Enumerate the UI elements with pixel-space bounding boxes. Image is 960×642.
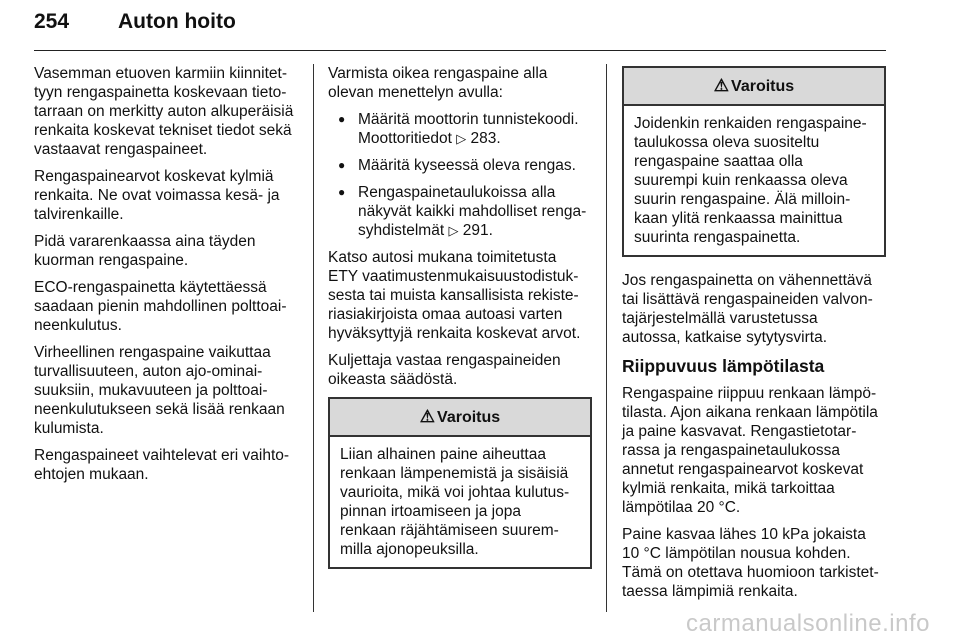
text-line: lämpötilaa 20 °C. — [622, 499, 741, 516]
text-line: rengaspaine saattaa olla — [634, 153, 803, 170]
column-divider — [606, 64, 607, 612]
text-line: taulukossa oleva suositeltu — [634, 134, 820, 151]
text-line: turvallisuuteen, auton ajo-ominai- — [34, 363, 263, 380]
text-line: Joidenkin renkaiden rengaspaine- — [634, 115, 867, 132]
text-line: Liian alhainen paine aiheuttaa — [340, 446, 546, 463]
text-line: pinnan irtoamiseen ja jopa — [340, 503, 521, 520]
text-line: milla ajonopeuksilla. — [340, 541, 479, 558]
text-line: suuksiin, mukavuuteen ja polttoai- — [34, 382, 268, 399]
paragraph — [34, 167, 304, 224]
column-right — [622, 64, 886, 609]
text-line: renkaita koskevat tekniset tiedot sekä — [34, 122, 292, 139]
page-reference[interactable]: 291. — [462, 222, 493, 239]
text-line: talvirenkaille. — [34, 206, 124, 223]
text-line: Pidä vararenkaassa aina täyden — [34, 233, 256, 250]
text-line: ja paine kasvavat. Rengastietotar- — [622, 423, 857, 440]
warning-box — [622, 66, 886, 257]
text-line: ● Määritä kyseessä oleva rengas. — [358, 157, 576, 174]
text-line: suurinta rengaspainetta. — [634, 229, 801, 246]
page-number: 254 — [34, 10, 70, 33]
text-line: riasiakirjoista omaa autoasi varten — [328, 306, 563, 323]
text-line: ETY vaatimustenmukaisuustodistuk- — [328, 268, 579, 285]
text-line: hyväksyttyjä renkaita koskevat arvot. — [328, 325, 581, 342]
watermark: carmanualsonline.info — [686, 610, 930, 637]
text-line: Kuljettaja vastaa rengaspaineiden — [328, 352, 561, 369]
text-line: tai lisättävä rengaspaineiden valvon- — [622, 291, 873, 308]
text-line: taessa lämpimiä renkaita. — [622, 583, 798, 600]
text-line: ● Määritä moottorin tunnistekoodi. — [358, 111, 579, 128]
text-line: oikeasta säädöstä. — [328, 371, 458, 388]
paragraph — [622, 271, 886, 347]
page-header — [34, 8, 886, 51]
paragraph — [328, 351, 592, 389]
list-item — [328, 110, 592, 148]
text-line: Paine kasvaa lähes 10 kPa jokaista — [622, 526, 866, 543]
text-line: kylmiä renkaita, mikä tarkoittaa — [622, 480, 835, 497]
text-line: vaurioita, mikä voi johtaa kulutus- — [340, 484, 570, 501]
text-line: annetut rengaspainearvot koskevat — [622, 461, 864, 478]
warning-title: Varoitus — [731, 78, 795, 95]
text-line: ECO-rengaspainetta käytettäessä — [34, 279, 267, 296]
text-line: renkaan lämpenemistä ja sisäisiä — [340, 465, 569, 482]
text-line: vastaavat rengaspaineet. — [34, 141, 208, 158]
page-reference-icon[interactable]: ▷ — [448, 223, 459, 238]
text-line: Tämä on otettava huomioon tarkistet- — [622, 564, 879, 581]
page-reference[interactable]: 283. — [470, 130, 501, 147]
text-line: saadaan pienin mahdollinen polttoai- — [34, 298, 287, 315]
text-line: sesta tai muista kansallisista rekiste- — [328, 287, 579, 304]
text-line: kuorman rengaspaine. — [34, 252, 189, 269]
text-line: renkaan räjähtämiseen suurem- — [340, 522, 559, 539]
text-line: suurempi kuin renkaassa oleva — [634, 172, 848, 189]
paragraph — [34, 232, 304, 270]
text-line: Rengaspainearvot koskevat kylmiä — [34, 168, 274, 185]
warning-box — [328, 397, 592, 569]
page-reference-icon[interactable]: ▷ — [456, 131, 467, 146]
paragraph — [34, 343, 304, 438]
text-line: Rengaspaine riippuu renkaan lämpö- — [622, 385, 877, 402]
warning-title: Varoitus — [437, 409, 501, 426]
paragraph — [34, 278, 304, 335]
text-line: tyyn rengaspainetta koskevaan tieto- — [34, 84, 287, 101]
text-line: tajärjestelmällä varustetussa — [622, 310, 818, 327]
text-line: ● Rengaspainetaulukoissa alla — [358, 184, 556, 201]
text-line: renkaita. Ne ovat voimassa kesä- ja — [34, 187, 280, 204]
text-line: suurin rengaspaine. Älä milloin- — [634, 191, 851, 208]
warning-header — [330, 399, 590, 437]
text-line: rassa ja rengaspainetaulukossa — [622, 442, 840, 459]
paragraph — [34, 446, 304, 484]
list-item — [328, 183, 592, 240]
text-line: ehtojen mukaan. — [34, 466, 149, 483]
paragraph — [622, 384, 886, 517]
text-line: Vasemman etuoven karmiin kiinnitet- — [34, 65, 287, 82]
paragraph — [328, 64, 592, 102]
text-line: Virheellinen rengaspaine vaikuttaa — [34, 344, 271, 361]
text-line: Varmista oikea rengaspaine alla — [328, 65, 548, 82]
section-heading: Riippuvuus lämpötilasta — [622, 356, 825, 376]
text-line: näkyvät kaikki mahdolliset renga- — [358, 203, 587, 220]
text-line: 10 °C lämpötilan nousua kohden. — [622, 545, 851, 562]
text-line: tarraan on merkitty auton alkuperäisiä — [34, 103, 294, 120]
warning-header — [624, 68, 884, 106]
warning-icon: ⚠ — [419, 407, 436, 426]
column-left — [34, 64, 304, 492]
bullet-list — [328, 110, 592, 240]
text-line: Katso autosi mukana toimitetusta — [328, 249, 557, 266]
text-line: Jos rengaspainetta on vähennettävä — [622, 272, 872, 289]
column-middle — [328, 64, 592, 579]
list-item — [328, 156, 592, 175]
paragraph — [622, 525, 886, 601]
warning-body — [330, 437, 590, 567]
column-divider — [313, 64, 314, 612]
warning-body — [624, 106, 884, 255]
text-line: kaan ylitä renkaassa mainittua — [634, 210, 843, 227]
text-line: autossa, katkaise sytytysvirta. — [622, 329, 828, 346]
text-line: Moottoritiedot — [358, 130, 452, 147]
text-line: syhdistelmät — [358, 222, 445, 239]
text-line: Rengaspaineet vaihtelevat eri vaihto- — [34, 447, 290, 464]
text-line: olevan menettelyn avulla: — [328, 84, 503, 101]
page-title: Auton hoito — [118, 10, 236, 33]
paragraph — [328, 248, 592, 343]
warning-icon: ⚠ — [713, 76, 730, 95]
text-line: neenkulutus. — [34, 317, 122, 334]
text-line: tilasta. Ajon aikana renkaan lämpötila — [622, 404, 878, 421]
text-line: neenkulutukseen sekä lisää renkaan — [34, 401, 285, 418]
paragraph — [34, 64, 304, 159]
text-line: kulumista. — [34, 420, 104, 437]
